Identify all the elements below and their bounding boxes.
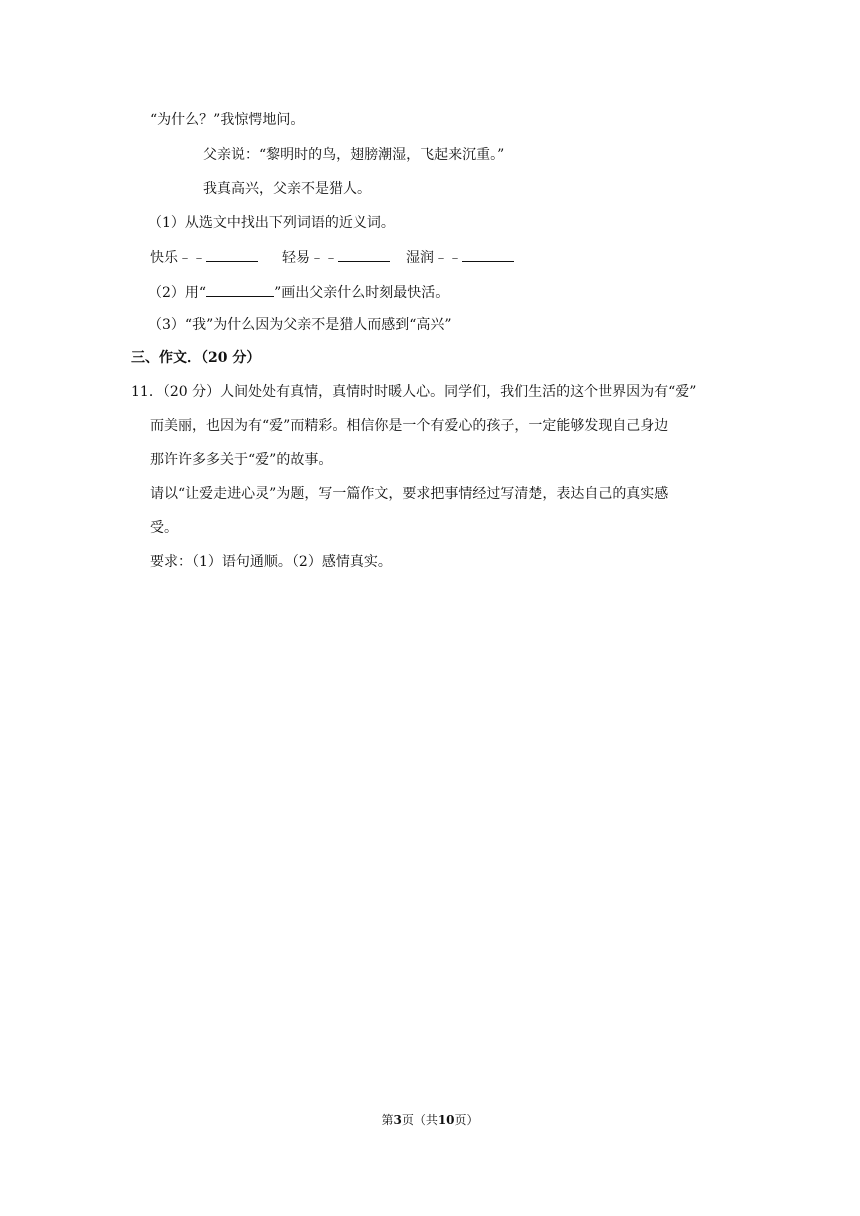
question-1: （1）从选文中找出下列词语的近义词。 <box>148 215 395 231</box>
synonym-word-2: 轻易 <box>282 250 310 266</box>
synonym-sep-3: ﹣﹣ <box>434 250 462 266</box>
essay-text-1: （20 分）人间处处有真情，真情时时暖人心。同学们，我们生活的这个世界因为有“爱” <box>162 384 697 400</box>
passage-line-2: 父亲说：“黎明时的鸟，翅膀潮湿，飞起来沉重。” <box>203 147 505 163</box>
footer-total-pages: 10 <box>437 1113 455 1127</box>
footer-suffix: 页） <box>454 1113 479 1127</box>
passage-line-3: 我真高兴，父亲不是猎人。 <box>203 181 371 197</box>
page-footer <box>0 1112 860 1128</box>
section-heading: 三、作文．（20 分） <box>131 350 261 366</box>
synonym-row <box>150 247 514 268</box>
synonym-word-3: 湿润 <box>406 250 434 266</box>
question-2-before: （2）用“ <box>148 285 207 301</box>
question-2-blank <box>206 282 274 297</box>
footer-middle: 页（共 <box>401 1113 438 1127</box>
essay-line-5: 受。 <box>150 520 178 536</box>
essay-line-3: 那许许多多关于“爱”的故事。 <box>150 452 333 468</box>
essay-line-1 <box>131 382 696 402</box>
essay-number: 11． <box>131 384 163 400</box>
footer-prefix: 第 <box>381 1113 394 1127</box>
synonym-blank-2[interactable] <box>338 247 390 262</box>
essay-line-6: 要求：（1）语句通顺。（2）感情真实。 <box>150 554 392 570</box>
synonym-blank-1[interactable] <box>206 247 258 262</box>
essay-line-2: 而美丽，也因为有“爱”而精彩。相信你是一个有爱心的孩子，一定能够发现自己身边 <box>150 418 669 434</box>
question-3: （3）“我”为什么因为父亲不是猎人而感到“高兴” <box>148 317 452 333</box>
footer-page-number: 3 <box>393 1113 402 1127</box>
synonym-blank-3[interactable] <box>462 247 514 262</box>
synonym-sep-2: ﹣﹣ <box>310 250 338 266</box>
essay-line-4: 请以“让爱走进心灵”为题，写一篇作文，要求把事情经过写清楚，表达自己的真实感 <box>150 486 669 502</box>
passage-line-1: “为什么？”我惊愕地问。 <box>150 112 305 128</box>
synonym-sep-1: ﹣﹣ <box>178 250 206 266</box>
synonym-word-1: 快乐 <box>150 250 178 266</box>
question-2 <box>148 282 449 303</box>
question-2-after: ”画出父亲什么时刻最快活。 <box>274 285 450 301</box>
